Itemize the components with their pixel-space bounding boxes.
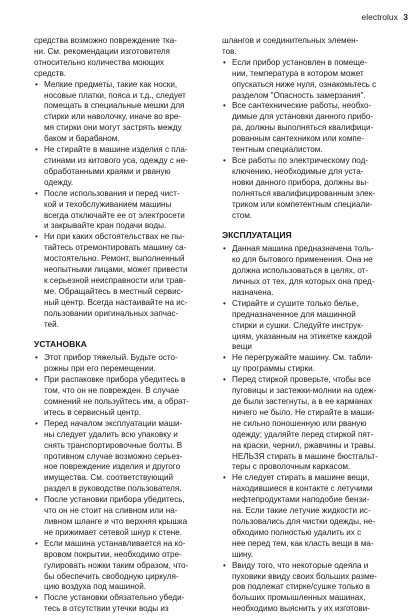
list-item: • Данная машина предназначена толь- ко для бытового применения. Она не должна использоваться в целях, от- личных от тех, для которых она пред- назначена. [223, 244, 375, 297]
safety-list [34, 80, 212, 331]
installation-list [34, 353, 212, 615]
installation-list-continued [222, 58, 398, 222]
brand-name: electrolux [361, 12, 398, 22]
list-item: • После использования и перед чист- кой и техобслуживанием машины всегда отключайте ее от электросети и закрывайте кран подачи воды. [35, 188, 185, 231]
list-item-text: Этот прибор тяжелый. Будьте осто- рожны при его перемещении. [44, 353, 178, 374]
list-item: • Стирайте и сушите только белье, предназначенное для машинной стирки и сушки. Следуйте инструк- циям, указанным на этикетке каждой вещи [223, 298, 372, 352]
right-column [222, 36, 398, 615]
list-item: • Этот прибор тяжелый. Будьте осто- рожны при его перемещении. [35, 353, 178, 374]
list-item-text: Если прибор установлен в помеще- нии, температура в котором может опускаться ниже нуля, ознакомьтесь с разделом "Опасность замерзания". [232, 57, 377, 100]
list-item-text: Перед стиркой проверьте, чтобы все пуговицы и застежки-молнии на одеж- де были застегнуты, а в ее карманах ничего не было. Не стирайте в маши- не сильно поношенную или рваную одежду; удаляйте перед стиркой пят- на краски, чернил, ржавчины и травы. НЕЛЬЗЯ стирать в машине бюстгальт- теры с проволочным каркасом. [232, 375, 378, 472]
operation-list [222, 244, 398, 615]
list-item-text: Все сантехнические работы, необхо- димые для установки данного прибо- ра, должны выполняться квалифици- рованным сантехником или компе- тентным специалистом. [232, 101, 374, 155]
list-item-text: Стирайте и сушите только белье, предназначенное для машинной стирки и сушки. Следуйте инструк- циям, указанным на этикетке каждой вещи [232, 298, 372, 352]
list-item: • Не стирайте в машине изделия с пла- стинами из китового уса, одежду с не- обработанными краями и рваную одежду. [35, 145, 188, 187]
continuation-text: средства возможно повреждение тка- ни. См. рекомендации изготовителя относительно количества моющих средств. [34, 36, 177, 78]
list-item: • После установки прибора убедитесь, что он не стоит на сливном или на- ливном шланге и что верхняя крышка не прижимает сетевой шнур к стене. [35, 495, 188, 537]
list-item-text: Не стирайте в машине изделия с пла- стинами из китового уса, одежду с не- обработанными краями и рваную одежду. [44, 145, 188, 187]
list-item: • Все сантехнические работы, необхо- димые для установки данного прибо- ра, должны выполняться квалифици- рованным сантехником или компе- тентным специалистом. [223, 101, 374, 155]
list-item-text: После установки обязательно убеди- тесь в отсутствии утечки воды из [44, 593, 185, 614]
list-item-text: После установки прибора убедитесь, что он не стоит на сливном или на- ливном шланге и что верхняя крышка не прижимает сетевой шнур к стене. [44, 495, 188, 537]
list-item: • Мелкие предметы, такие как носки, носовые платки, пояса и т.д., следует помещать в специальные мешки для стирки или наволочку, иначе во вре- мя стирки они могут застрять между баком и барабаном. [35, 79, 186, 144]
list-item: • Если прибор установлен в помеще- нии, температура в котором может опускаться ниже нуля, ознакомьтесь с разделом "Опасность замерзания". [223, 57, 377, 100]
list-item: • Ввиду того, что некоторые одеяла и пуховики ввиду своих больших разме- ров подлежат стирке/сушке только в больших промышленных машинах, необходимо выяснить у их изготови- [223, 560, 377, 614]
list-item: • Не перегружайте машину. См. табли- цу программы стирки. [223, 353, 373, 374]
list-item: • Все работы по электрическому под- ключению, необходимые для уста- новки данного прибора, должны вы- полняться квалифицированным элек- триком или компетентным специали- стом. [223, 155, 375, 220]
list-item-text: Данная машина предназначена толь- ко для бытового применения. Она не должна использоваться в целях, от- личных от тех, для которых она пред- назначена. [232, 244, 375, 297]
list-item-text: Перед началом эксплуатации маши- ны следует удалить всю упаковку и снять транспортировочные болты. В противном случае возможно серьез- ное повреждение изделия и другого имущества. См. соответствующий раздел в руководстве пользователя. [44, 418, 183, 494]
page-header [362, 12, 409, 22]
left-column [34, 36, 212, 615]
list-item: • Перед стиркой проверьте, чтобы все пуговицы и застежки-молнии на одеж- де были застегнуты, а в ее карманах ничего не было. Не стирайте в маши- не сильно поношенную или рваную одежду; удаляйте перед стиркой пят- на краски, чернил, ржавчины и травы. НЕЛЬЗЯ стирать в машине бюстгальт- теры с проволочным каркасом. [223, 375, 378, 472]
page-number: 3 [403, 12, 408, 22]
list-item: • При распаковке прибора убедитесь в том, что он не поврежден. В случае сомнений не пользуйтесь им, а обрат- итесь в сервисный центр. [35, 375, 189, 417]
list-item: • После установки обязательно убеди- тесь в отсутствии утечки воды из [35, 593, 185, 614]
list-item: • Не следует стирать в машине вещи, находившиеся в контакте с летучими нефтепродуктами наподобие бензи- на. Если такие летучие жидкости ис- пользовались для чистки одежды, не- обходимо полностью удалить их с нее перед тем, как класть вещи в ма- шину. [223, 473, 376, 559]
section-heading-operation: ЭКСПЛУАТАЦИЯ [222, 230, 292, 241]
list-item-text: Не перегружайте машину. См. табли- цу программы стирки. [232, 353, 373, 374]
list-item-text: Ни при каких обстоятельствах не пы- тайтесь отремонтировать машину са- мостоятельно. Ремонт, выполненный неопытными лицами, может привести к серьезной неисправности или трав- ме. Обращайтесь в местный сервис- ный центр. Всегда настаивайте на ис- пользовании оригинальных запчас- тей. [44, 232, 188, 329]
list-item-text: Все работы по электрическому под- ключению, необходимые для уста- новки данного прибора, должны вы- полняться квалифицированным элек- триком или компетентным специали- стом. [232, 155, 375, 220]
list-item-text: Если машина устанавливается на ко- вровом покрытии, необходимо отре- гулировать ножки таким образом, что- бы обеспечить свободную циркуля- цию воздуха под машиной. [44, 538, 189, 592]
list-item: • Перед началом эксплуатации маши- ны следует удалить всю упаковку и снять транспортировочные болты. В противном случае возможно серьез- ное повреждение изделия и другого имущества. См. соответствующий раздел в руководстве пользователя. [35, 418, 183, 494]
list-item-text: Мелкие предметы, такие как носки, носовые платки, пояса и т.д., следует помещать в специальные мешки для стирки или наволочку, иначе во вре- мя стирки они могут застрять между баком и барабаном. [44, 79, 186, 144]
list-item: • Если машина устанавливается на ко- вровом покрытии, необходимо отре- гулировать ножки таким образом, что- бы обеспечить свободную циркуля- цию воздуха под машиной. [35, 538, 189, 592]
list-item-text: При распаковке прибора убедитесь в том, что он не поврежден. В случае сомнений не пользуйтесь им, а обрат- итесь в сервисный центр. [44, 375, 189, 417]
section-heading-installation: УСТАНОВКА [34, 339, 87, 350]
list-item-text: Не следует стирать в машине вещи, находившиеся в контакте с летучими нефтепродуктами наподобие бензи- на. Если такие летучие жидкости ис- пользовались для чистки одежды, не- обходимо полностью удалить их с нее перед тем, как класть вещи в ма- шину. [232, 473, 376, 559]
list-item-text: Ввиду того, что некоторые одеяла и пуховики ввиду своих больших разме- ров подлежат стирке/сушке только в больших промышленных машинах, необходимо выяснить у их изготови- [232, 560, 377, 614]
list-item: • Ни при каких обстоятельствах не пы- тайтесь отремонтировать машину са- мостоятельно. Ремонт, выполненный неопытными лицами, может привести к серьезной неисправности или трав- ме. Обращайтесь в местный сервис- ный центр. Всегда настаивайте на ис- пользовании оригинальных запчас- тей. [35, 232, 188, 329]
list-item-text: После использования и перед чист- кой и техобслуживанием машины всегда отключайте ее от электросети и закрывайте кран подачи воды. [44, 188, 185, 231]
continuation-text: шлангов и соединительных элемен- тов. [222, 36, 359, 56]
